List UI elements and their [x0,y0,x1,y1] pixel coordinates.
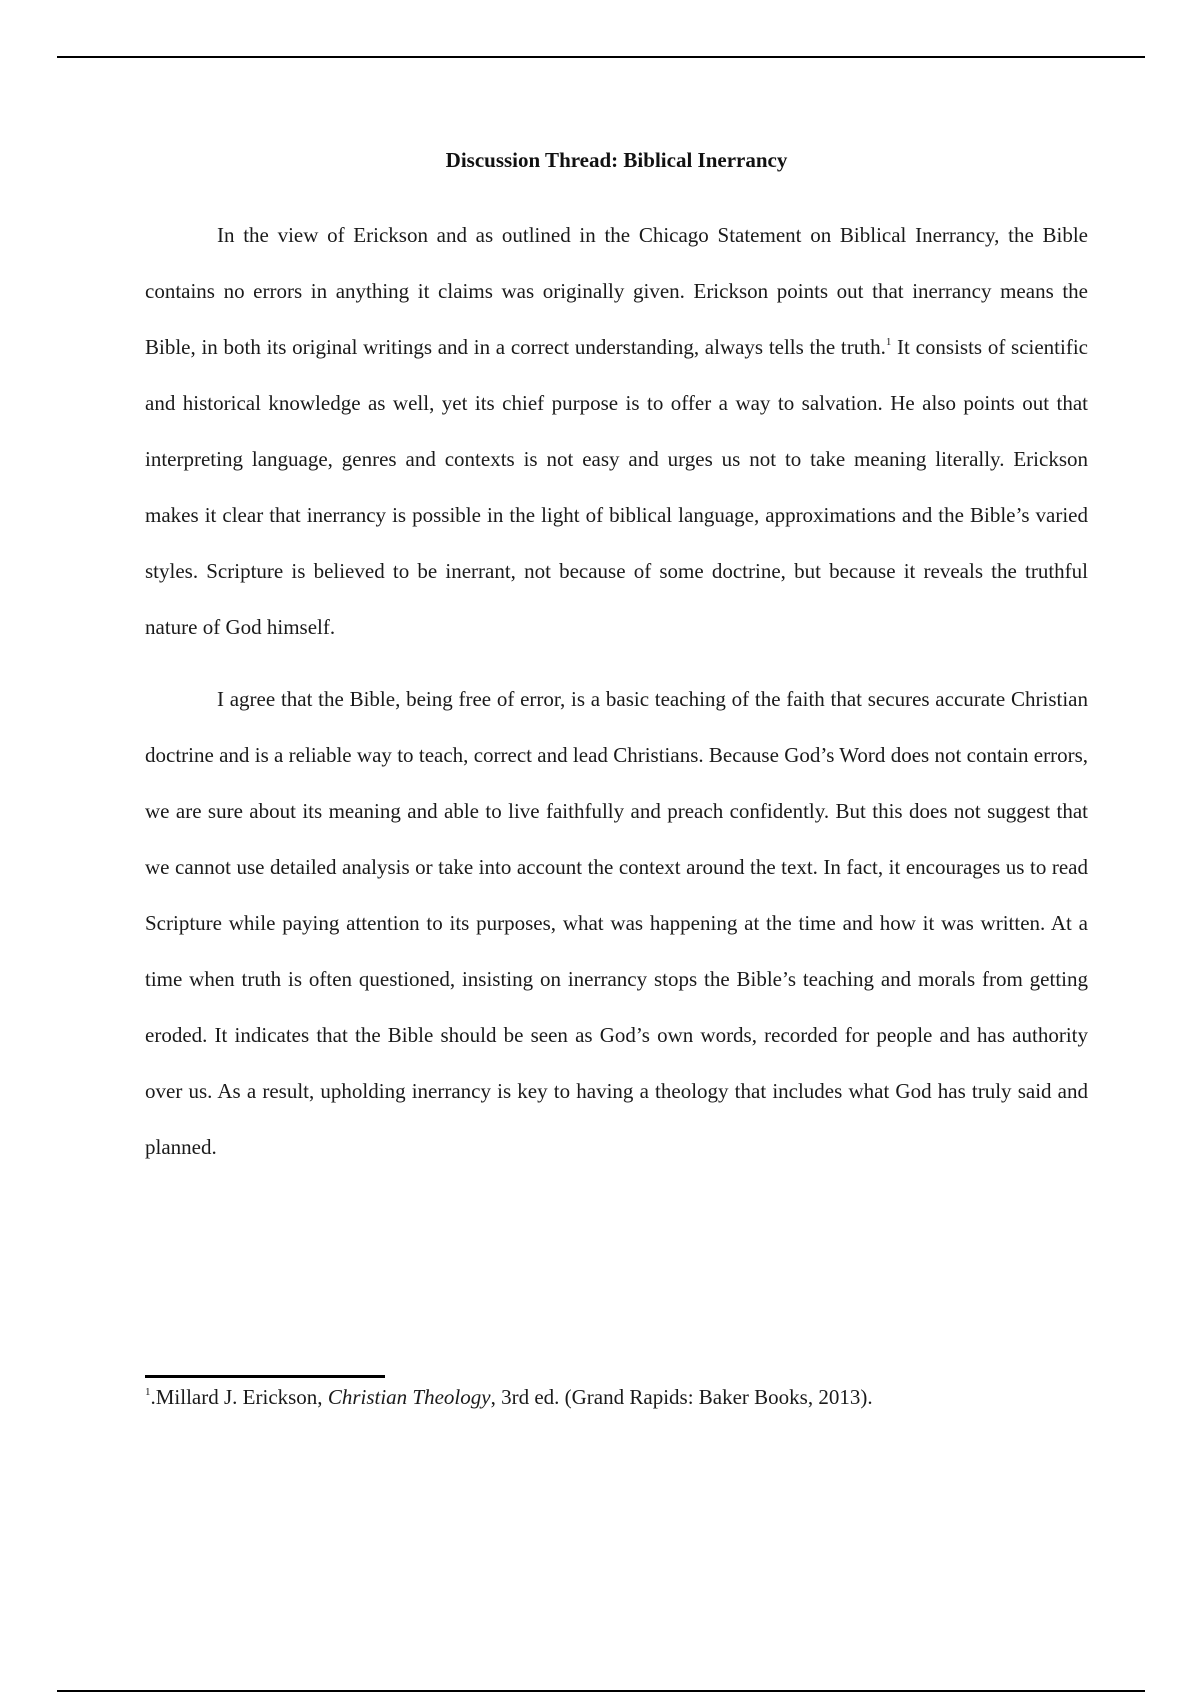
footnote-prefix: .Millard J. Erickson, [150,1385,328,1409]
footnote-book-title: Christian Theology [327,1385,491,1409]
header-rule [57,56,1145,58]
footnote-separator [145,1375,385,1378]
footnote-suffix: , 3rd ed. (Grand Rapids: Baker Books, 2013). [490,1385,873,1409]
footer-rule [57,1690,1145,1692]
footnote-reference-1[interactable]: 1 [885,336,892,348]
footnote-marker: 1 [145,1386,151,1398]
paragraph-1-text-after-ref: It consists of scientific and historical knowledge as well, yet its chief purpose is to offer a way to salvation. He also points out that interpreting language, genres and contexts is not easy and urges us not to take meaning literally. Erickson makes it clear that inerrancy is possible in the light of biblical language, approximations and the Bible’s varied styles. Scripture is believed to be inerrant, not because of some doctrine, but because it reveals the truthful nature of God himself. [145,335,1088,639]
footnote-1 [145,1380,1105,1414]
paragraph-2: I agree that the Bible, being free of error, is a basic teaching of the faith that secures accurate Christian doctrine and is a reliable way to teach, correct and lead Christians. Because God’s Word does not contain errors, we are sure about its meaning and able to live faithfully and preach confidently. But this does not suggest that we cannot use detailed analysis or take into account the context around the text. In fact, it encourages us to read Scripture while paying attention to its purposes, what was happening at the time and how it was written. At a time when truth is often questioned, insisting on inerrancy stops the Bible’s teaching and morals from getting eroded. It indicates that the Bible should be seen as God’s own words, recorded for people and has authority over us. As a result, upholding inerrancy is key to having a theology that includes what God has truly said and planned. [145,687,1088,1159]
document-body [145,143,1088,1175]
paragraph-1-text-before-ref: In the view of Erickson and as outlined in the Chicago Statement on Biblical Inerrancy, the Bible contains no errors in anything it claims was originally given. Erickson points out that inerrancy means the Bible, in both its original writings and in a correct understanding, always tells the truth. [145,223,1088,359]
paragraph-1 [145,207,1088,655]
document-title: Discussion Thread: Biblical Inerrancy [445,148,788,172]
